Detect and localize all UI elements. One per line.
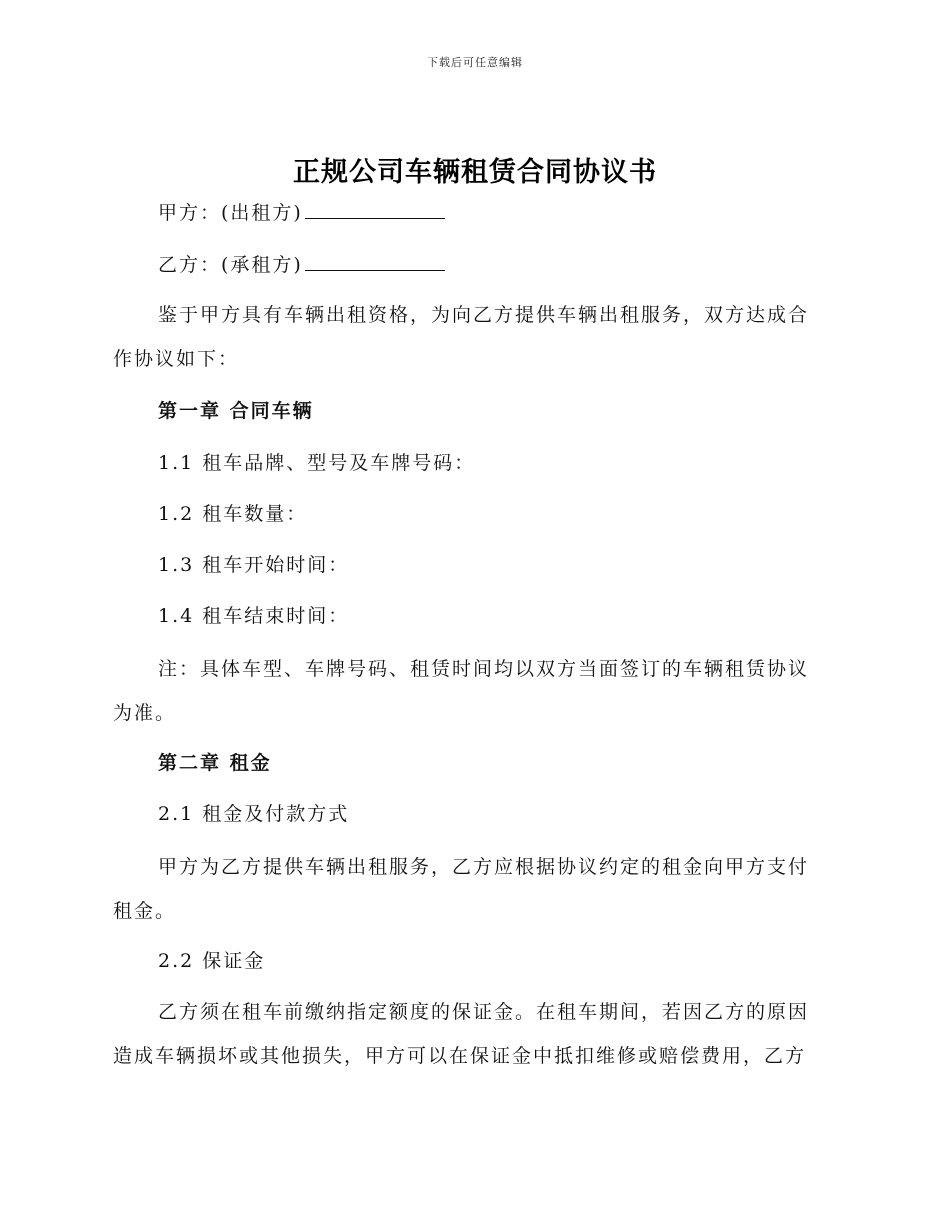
party-a-label: 甲方：(出租方) <box>158 202 303 224</box>
clause-2-2-text-line-2: 造成车辆损坏或其他损失，甲方可以在保证金中抵扣维修或赔偿费用，乙方 <box>113 1045 807 1067</box>
header-note: 下载后可任意编辑 <box>427 56 523 69</box>
intro-paragraph-line-2: 作协议如下： <box>113 348 240 370</box>
party-b-label: 乙方：(承租方) <box>158 254 303 276</box>
clause-2-1-text-line-1: 甲方为乙方提供车辆出租服务，乙方应根据协议约定的租金向甲方支付 <box>158 856 810 878</box>
party-a-blank <box>305 200 445 219</box>
party-b-line <box>158 250 445 277</box>
intro-paragraph-line-1: 鉴于甲方具有车辆出租资格，为向乙方提供车辆出租服务，双方达成合 <box>158 304 810 326</box>
clause-2-1: 2.1 租金及付款方式 <box>158 803 350 825</box>
clause-2-1-text-line-2: 租金。 <box>113 900 177 922</box>
chapter-2-heading: 第二章 租金 <box>158 752 272 774</box>
party-b-blank <box>305 252 445 271</box>
clause-2-2: 2.2 保证金 <box>158 950 266 972</box>
clause-1-1: 1.1 租车品牌、型号及车牌号码： <box>158 452 476 474</box>
clause-1-2: 1.2 租车数量： <box>158 503 308 525</box>
party-a-line <box>158 198 445 225</box>
chapter-1-heading: 第一章 合同车辆 <box>158 400 314 422</box>
clause-1-3: 1.3 租车开始时间： <box>158 554 350 576</box>
note-line-1: 注：具体车型、车牌号码、租赁时间均以双方当面签订的车辆租赁协议 <box>158 658 810 680</box>
clause-2-2-text-line-1: 乙方须在租车前缴纳指定额度的保证金。在租车期间，若因乙方的原因 <box>158 1001 810 1023</box>
clause-1-4: 1.4 租车结束时间： <box>158 605 350 627</box>
note-line-2: 为准。 <box>113 702 177 724</box>
document-title: 正规公司车辆租赁合同协议书 <box>293 157 657 188</box>
